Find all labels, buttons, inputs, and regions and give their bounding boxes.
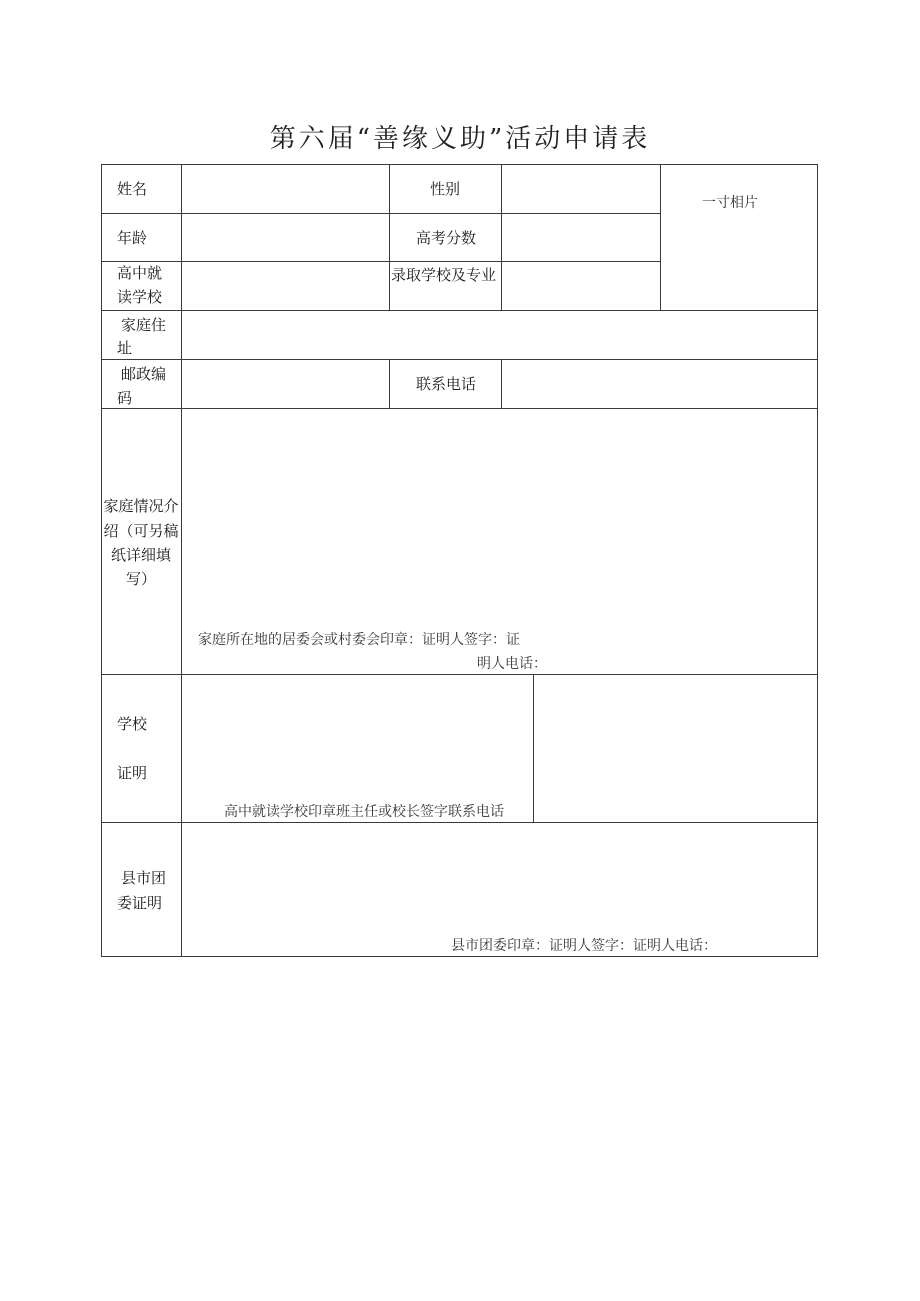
label-school-1: 学校 <box>117 715 148 733</box>
row-divider <box>101 310 818 311</box>
family-note-line2: 明人电话： <box>477 656 547 672</box>
label-age: 年龄 <box>117 229 148 247</box>
label-family-4: 写） <box>125 570 156 588</box>
table-border <box>817 164 818 957</box>
table-border <box>101 164 818 165</box>
label-family-1: 家庭情况介 <box>103 497 179 515</box>
col-divider <box>501 164 502 311</box>
row-divider <box>101 674 818 675</box>
row-divider <box>101 261 661 262</box>
label-zip-1: 邮政编 <box>121 365 167 383</box>
col-divider <box>660 164 661 311</box>
label-score: 高考分数 <box>416 229 477 247</box>
col-divider <box>389 359 390 409</box>
label-zip-2: 码 <box>117 389 133 407</box>
label-county-1: 县市团 <box>121 869 167 887</box>
row-divider <box>101 213 661 214</box>
label-phone: 联系电话 <box>416 375 477 393</box>
col-divider <box>181 164 182 957</box>
county-note: 县市团委印章：证明人签字：证明人电话： <box>451 938 717 954</box>
row-divider <box>101 359 818 360</box>
label-address-1: 家庭住 <box>121 316 167 334</box>
label-photo: 一寸相片 <box>702 195 758 211</box>
label-family-2: 绍（可另稿 <box>103 522 179 540</box>
school-note: 高中就读学校印章班主任或校长签字联系电话 <box>224 804 504 820</box>
label-family-3: 纸详细填 <box>110 546 171 564</box>
row-divider <box>101 408 818 409</box>
label-name: 姓名 <box>117 180 148 198</box>
col-divider <box>501 359 502 409</box>
col-divider <box>533 674 534 823</box>
label-high-school-1: 高中就 <box>117 264 163 282</box>
label-address-2: 址 <box>117 339 133 357</box>
label-school-2: 证明 <box>117 764 148 782</box>
family-note-line1: 家庭所在地的居委会或村委会印章：证明人签字：证 <box>198 632 520 648</box>
col-divider <box>389 164 390 311</box>
label-gender: 性别 <box>430 180 461 198</box>
label-high-school-2: 读学校 <box>117 288 163 306</box>
form-title: 第六届“善缘义助”活动申请表 <box>269 124 651 154</box>
label-admitted-school: 录取学校及专业 <box>391 266 497 284</box>
label-county-2: 委证明 <box>117 894 163 912</box>
